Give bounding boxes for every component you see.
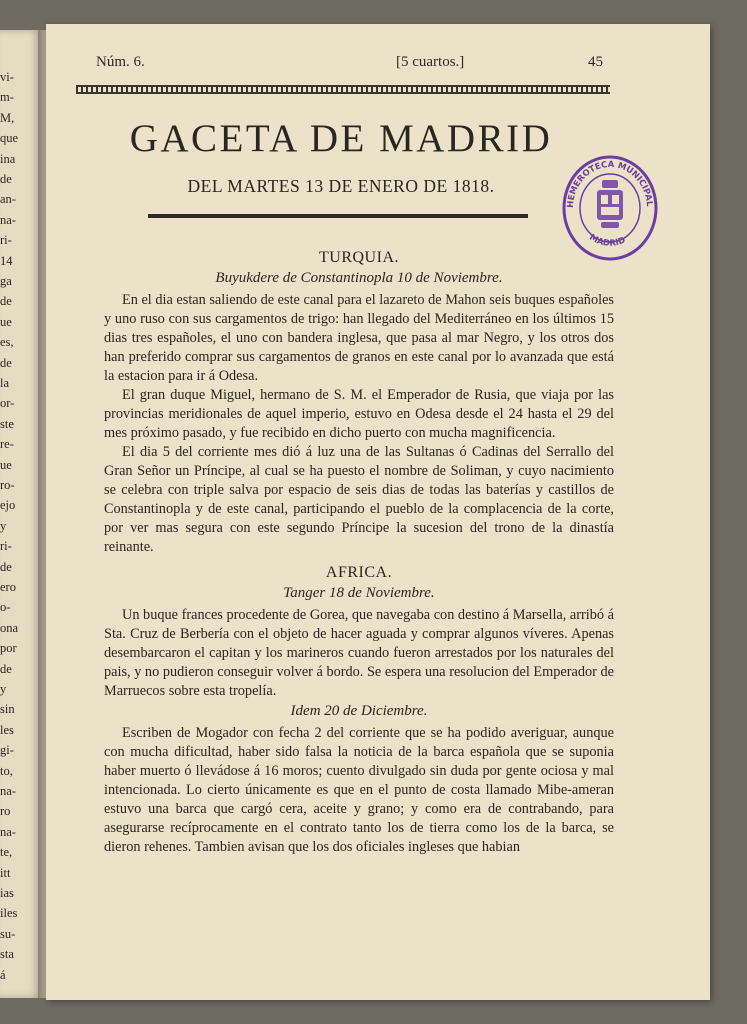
left-page-text-fragment: itt (0, 865, 11, 880)
left-page-text-fragment: M, (0, 110, 15, 125)
left-page-edge (0, 30, 42, 998)
left-page-text-fragment: de (0, 172, 12, 186)
left-page-text-fragment: de (0, 355, 12, 370)
stamp-bottom-text: MADRID (587, 232, 628, 249)
left-page-text-fragment: ro (0, 804, 11, 819)
ornamental-rule (76, 85, 610, 94)
issue-price: [5 cuartos.] (396, 54, 465, 70)
news-section (104, 248, 614, 557)
left-page-text-fragment: ro- (0, 478, 15, 492)
issue-number: Núm. 6. (96, 54, 145, 70)
left-page-text-fragment: 14 (0, 253, 13, 268)
section-heading: AFRICA. (325, 564, 393, 581)
stamp-text: HEMEROTECA MUNICIPAL (565, 159, 655, 209)
page-number: 45 (588, 54, 603, 70)
left-page-text-fragment: gi- (0, 743, 14, 758)
left-page-text-fragment: que (0, 131, 19, 146)
left-page-text-fragment: su- (0, 926, 16, 941)
left-page-text-fragment: iles (0, 906, 18, 921)
issue-date: DEL MARTES 13 DE ENERO DE 1818. (187, 176, 495, 196)
article-paragraph: El gran duque Miguel, hermano de S. M. el Emperador de Rusia, que viaja por las provincias meridionales de aquel imperio, estuvo en Odesa desde el 24 hasta el 29 del mes próximo pasado, y fue recibido en dicho puerto con mucha magnificencia. (104, 387, 614, 441)
left-page-text-fragment: or- (0, 396, 15, 411)
left-page-text-fragment: de (0, 294, 12, 309)
left-page-text-fragment: es, (0, 335, 14, 350)
left-page-text-fragment: ue (0, 314, 12, 329)
left-page-text-fragment: por (0, 641, 17, 656)
left-page-text-fragment: ga (0, 274, 12, 288)
section-dateline: Idem 20 de Diciembre. (290, 703, 428, 719)
news-section (104, 702, 614, 857)
article-paragraph: El dia 5 del corriente mes dió á luz una de las Sultanas ó Cadinas del Serrallo del Gran Señor un Príncipe, al cual se ha puesto el nombre de Soliman, y cuyo nacimiento se celebra con triple salva por espacio de seis dias de todas las baterías y castillos de Constantinopla y de este canal, participando el pueblo de la complacencia de la corte, por ver mas segura con este segundo Príncipe la sucesion del trono de la dinastía reinante. (104, 444, 614, 555)
left-page-text-fragment: sta (0, 947, 14, 962)
left-page-text-fragment: na- (0, 824, 16, 839)
left-page-text-fragment: de (0, 559, 12, 574)
section-dateline: Buyukdere de Constantinopla 10 de Noviembre. (215, 270, 503, 286)
coat-of-arms-icon (597, 180, 623, 228)
news-section (104, 563, 614, 701)
article-body (104, 242, 614, 857)
left-page-text-fragment: an- (0, 192, 16, 207)
left-page-text-fragment: m- (0, 90, 14, 105)
left-page-text-fragment: ue (0, 457, 12, 472)
left-page-text-fragment: o- (0, 600, 11, 615)
left-page-text-fragment: de (0, 661, 12, 676)
masthead-rule (148, 214, 528, 218)
left-page-text-fragment: vi- (0, 70, 14, 84)
masthead-title: GACETA DE MADRID (129, 117, 553, 160)
left-page-text-fragment: ina (0, 151, 16, 166)
article-paragraph: Un buque frances procedente de Gorea, que navegaba con destino á Marsella, arribó á Sta. Cruz de Berbería con el objeto de hacer aguada y comprar algunos víveres. Apenas desembarcaron el capitan y los marineros cuando fueron arrestados por los naturales del pais, y no pudieron conseguir volver á bordo. Se espera una resolucion del Emperador de Marruecos sobre esta tropelía. (104, 607, 614, 699)
left-page-text-fragment: ri- (0, 233, 12, 248)
left-page-text-fragment: ero (0, 580, 16, 594)
left-page-text-fragment: to, (0, 763, 13, 778)
left-page-text-fragment: ste (0, 416, 14, 431)
left-page-text-fragment: te, (0, 845, 13, 860)
left-page-text-fragment: les (0, 722, 14, 737)
left-page-text-fragment: ri- (0, 539, 12, 554)
left-page-text-fragment: ona (0, 620, 19, 635)
left-page-text-fragment: ias (0, 886, 14, 900)
left-page-text-fragment: sin (0, 702, 15, 717)
article-paragraph: En el dia estan saliendo de este canal para el lazareto de Mahon seis buques españoles y uno ruso con sus cargamentos de trigo: han llegado del Mediterráneo en los últimos 15 dias tres españoles, el uno con bandera inglesa, que pasa al mar Negro, y los otros dos han preferido comprar sus cargamentos de granos en este canal por lo avanzada que está la estacion para ir á Odesa. (104, 292, 614, 384)
left-page-text-fragment: á (0, 967, 6, 982)
left-page-text-fragment: na- (0, 784, 16, 798)
left-page-text-fragment: na- (0, 212, 16, 227)
newspaper-page (46, 24, 710, 1000)
left-page-text-fragment: y (0, 682, 7, 696)
left-page-text-fragment: la (0, 376, 10, 390)
left-page-text-fragment: re- (0, 437, 14, 452)
section-dateline: Tanger 18 de Noviembre. (283, 585, 435, 601)
article-paragraph: Escriben de Mogador con fecha 2 del corriente que se ha podido averiguar, aunque con mucha dificultad, haber sido falsa la noticia de la barca española que se suponia haber muerto ó llevádose á 16 moros; cuento divulgado sin duda por gente ociosa y mal intencionada. Lo cierto únicamente es que en el punto de costa llamado Mibe-ameran estuvo una barca que cargó cera, aceite y grano; y como era de contrabando, para asegurarse recíprocamente en el contrato tanto los de tierra como los de la barca, se dieron rehenes. Tambien avisan que los dos oficiales ingleses que habian (104, 725, 614, 855)
left-page-text-fragment: y (0, 518, 7, 533)
section-heading: TURQUIA. (319, 249, 399, 266)
left-page-text-fragment: ejo (0, 498, 16, 513)
